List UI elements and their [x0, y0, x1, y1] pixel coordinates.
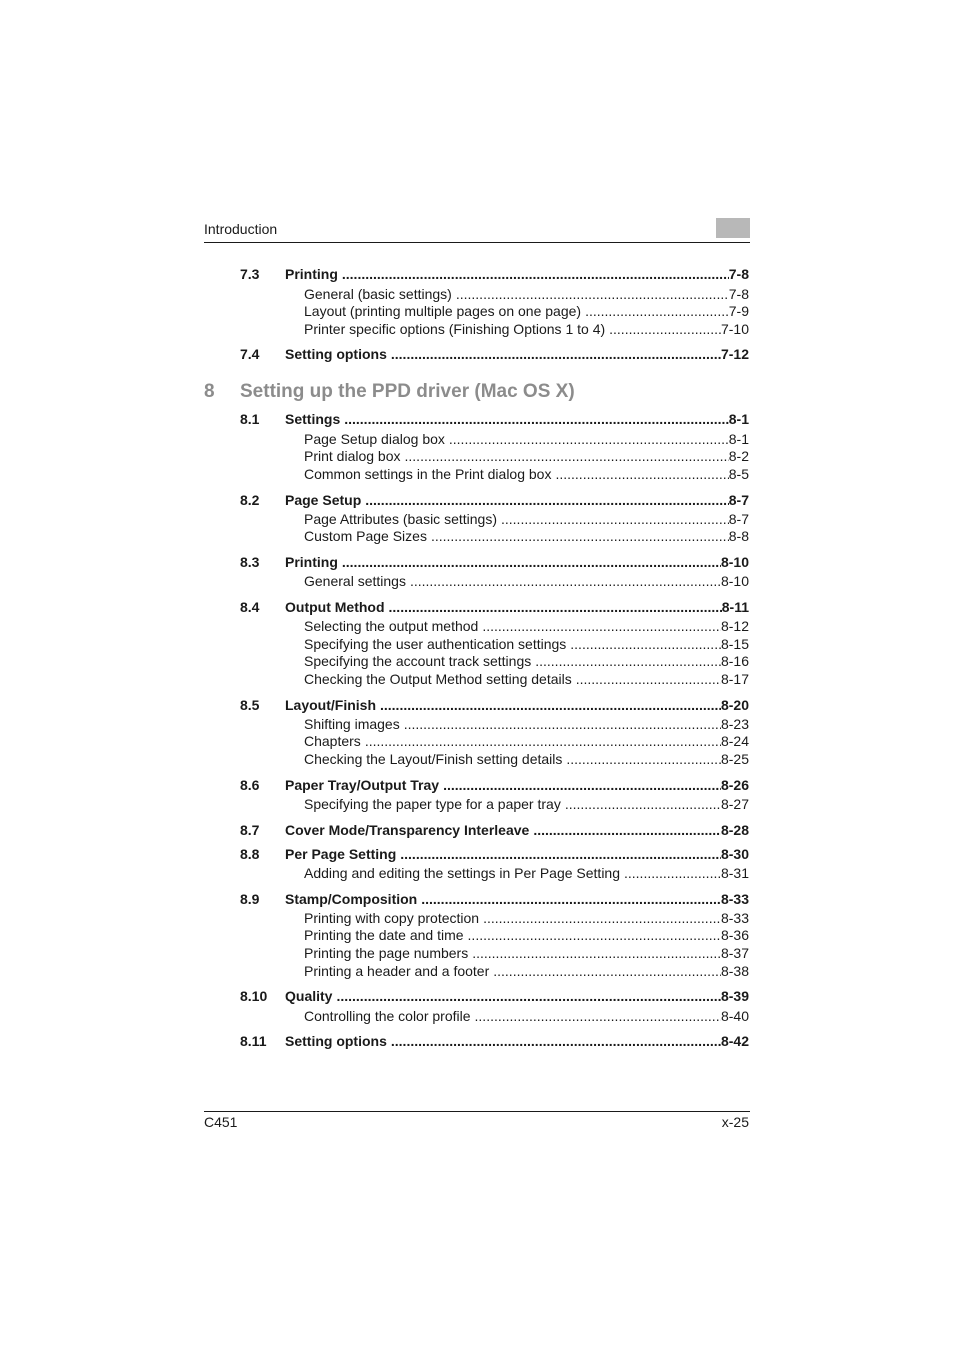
toc-entry-page: 8-1 [728, 431, 749, 447]
toc-subsection-entry[interactable] [240, 796, 749, 813]
toc-subsection-entry[interactable] [240, 466, 749, 483]
toc-entry-title: Per Page Setting [285, 846, 397, 862]
toc-entry-title: Printing [285, 266, 338, 282]
toc-subsection-entry[interactable] [240, 653, 749, 670]
toc-entry-page: 8-1 [728, 411, 749, 427]
toc-leader-dots [624, 865, 721, 882]
toc-leader-dots [501, 511, 729, 528]
toc-leader-dots [410, 573, 721, 590]
toc-entry-title: Settings [285, 411, 341, 427]
toc-entry-line [304, 963, 749, 980]
toc-entry-page: 8-20 [720, 697, 749, 713]
toc-entry-title: Layout (printing multiple pages on one page) [304, 303, 582, 319]
toc-leader-dots [342, 266, 729, 283]
toc-section-entry[interactable] [240, 988, 749, 1005]
toc-section-entry[interactable] [240, 1033, 749, 1050]
toc-leader-dots [482, 618, 721, 635]
toc-entry-page: 8-40 [720, 1008, 749, 1024]
toc-entry-line [285, 492, 749, 509]
toc-entry-page: 8-11 [721, 599, 749, 615]
toc-entry-title: Chapters [304, 733, 361, 749]
toc-leader-dots [431, 528, 729, 545]
toc-subsection-entry[interactable] [240, 910, 749, 927]
toc-leader-dots [336, 988, 721, 1005]
toc-entry-title: Specifying the account track settings [304, 653, 532, 669]
toc-entry-line [304, 865, 749, 882]
toc-entry-title: Page Attributes (basic settings) [304, 511, 497, 527]
toc-entry-title: Layout/Finish [285, 697, 376, 713]
toc-leader-dots [405, 448, 729, 465]
toc-leader-dots [565, 796, 721, 813]
toc-leader-dots [391, 1033, 721, 1050]
toc-entry-line [304, 511, 749, 528]
toc-entry-page: 8-31 [720, 865, 749, 881]
toc-entry-page: 8-16 [720, 653, 749, 669]
toc-leader-dots [380, 697, 721, 714]
footer-model: C451 [204, 1114, 238, 1130]
toc-entry-page: 8-10 [720, 573, 749, 589]
toc-leader-dots [493, 963, 721, 980]
toc-entry-title: Stamp/Composition [285, 891, 418, 907]
toc-entry-title: Printing the date and time [304, 927, 464, 943]
toc-entry-line [285, 988, 749, 1005]
toc-section-number: 8.9 [240, 891, 260, 907]
toc-subsection-entry[interactable] [240, 1008, 749, 1025]
toc-subsection-entry[interactable] [240, 528, 749, 545]
toc-subsection-entry[interactable] [240, 945, 749, 962]
toc-leader-dots [449, 431, 729, 448]
toc-entry-page: 8-33 [720, 910, 749, 926]
chapter-number: 8 [204, 381, 215, 402]
toc-subsection-entry[interactable] [240, 865, 749, 882]
toc-subsection-entry[interactable] [240, 321, 749, 338]
toc-entry-line [304, 286, 749, 303]
toc-entry-page: 8-38 [720, 963, 749, 979]
toc-entry-line [304, 448, 749, 465]
toc-section-number: 8.5 [240, 697, 260, 713]
toc-subsection-entry[interactable] [240, 448, 749, 465]
toc-entry-title: Page Setup [285, 492, 362, 508]
toc-entry-title: Printing a header and a footer [304, 963, 490, 979]
toc-leader-dots [443, 777, 721, 794]
toc-entry-page: 8-39 [720, 988, 749, 1004]
toc-section-number: 7.3 [240, 266, 260, 282]
toc-entry-title: Paper Tray/Output Tray [285, 777, 440, 793]
toc-entry-line [285, 1033, 749, 1050]
toc-entry-line [304, 303, 749, 320]
toc-section-number: 7.4 [240, 346, 260, 362]
toc-entry-line [285, 346, 749, 363]
toc-entry-page: 8-25 [720, 751, 749, 767]
toc-leader-dots [475, 1008, 721, 1025]
toc-entry-title: Shifting images [304, 716, 400, 732]
toc-leader-dots [555, 466, 728, 483]
toc-entry-line [304, 927, 749, 944]
toc-section-number: 8.1 [240, 411, 260, 427]
header-section-title: Introduction [204, 221, 278, 237]
toc-entry-line [304, 653, 749, 670]
toc-entry-title: Setting options [285, 1033, 387, 1049]
toc-subsection-entry[interactable] [240, 751, 749, 768]
toc-section-entry[interactable] [240, 411, 749, 428]
toc-entry-line [304, 671, 749, 688]
chapter-title: Setting up the PPD driver (Mac OS X) [240, 381, 575, 402]
toc-section-number: 8.3 [240, 554, 260, 570]
toc-subsection-entry[interactable] [240, 671, 749, 688]
toc-section-entry[interactable] [240, 346, 749, 363]
toc-entry-title: Checking the Output Method setting details [304, 671, 572, 687]
toc-leader-dots [365, 492, 729, 509]
toc-entry-page: 8-5 [728, 466, 749, 482]
toc-subsection-entry[interactable] [240, 927, 749, 944]
toc-section-number: 8.2 [240, 492, 260, 508]
toc-leader-dots [566, 751, 721, 768]
toc-subsection-entry[interactable] [240, 286, 749, 303]
toc-entry-title: Printer specific options (Finishing Options 1 to 4) [304, 321, 606, 337]
toc-entry-line [304, 528, 749, 545]
toc-leader-dots [533, 822, 721, 839]
toc-section-entry[interactable] [240, 777, 749, 794]
toc-leader-dots [404, 716, 721, 733]
toc-entry-line [304, 733, 749, 750]
toc-entry-title: Adding and editing the settings in Per Page Setting [304, 865, 620, 881]
toc-section-entry[interactable] [240, 891, 749, 908]
toc-leader-dots [391, 346, 721, 363]
toc-leader-dots [535, 653, 721, 670]
toc-entry-line [285, 777, 749, 794]
toc-entry-title: Cover Mode/Transparency Interleave [285, 822, 530, 838]
toc-entry-title: Printing with copy protection [304, 910, 480, 926]
toc-entry-line [285, 411, 749, 428]
toc-section-entry[interactable] [240, 266, 749, 283]
toc-entry-title: Checking the Layout/Finish setting details [304, 751, 563, 767]
toc-section-entry[interactable] [240, 697, 749, 714]
toc-entry-line [304, 431, 749, 448]
toc-entry-page: 8-7 [728, 492, 749, 508]
toc-entry-line [304, 716, 749, 733]
toc-leader-dots [421, 891, 721, 908]
toc-entry-page: 8-15 [720, 636, 749, 652]
toc-entry-title: Print dialog box [304, 448, 401, 464]
toc-entry-page: 8-24 [720, 733, 749, 749]
toc-entry-title: Setting options [285, 346, 387, 362]
toc-section-number: 8.10 [240, 988, 268, 1004]
toc-leader-dots [585, 303, 729, 320]
toc-entry-page: 8-36 [720, 927, 749, 943]
toc-entry-page: 8-7 [728, 511, 749, 527]
toc-leader-dots [609, 321, 721, 338]
toc-entry-title: Specifying the paper type for a paper tray [304, 796, 561, 812]
toc-entry-line [304, 945, 749, 962]
toc-subsection-entry[interactable] [240, 733, 749, 750]
toc-leader-dots [342, 554, 721, 571]
toc-entry-line [304, 466, 749, 483]
footer-rule [204, 1111, 750, 1112]
toc-entry-page: 7-9 [728, 303, 749, 319]
toc-entry-line [285, 599, 749, 616]
toc-leader-dots [344, 411, 729, 428]
toc-entry-page: 8-10 [720, 554, 749, 570]
toc-section-number: 8.11 [240, 1033, 267, 1049]
toc-leader-dots [576, 671, 721, 688]
toc-leader-dots [472, 945, 721, 962]
toc-entry-title: Printing the page numbers [304, 945, 469, 961]
toc-entry-line [285, 846, 749, 863]
toc-leader-dots [483, 910, 721, 927]
toc-section-entry[interactable] [240, 554, 749, 571]
toc-entry-page: 8-33 [720, 891, 749, 907]
toc-entry-page: 8-26 [720, 777, 749, 793]
toc-subsection-entry[interactable] [240, 716, 749, 733]
toc-entry-page: 8-27 [720, 796, 749, 812]
toc-entry-page: 7-8 [728, 286, 749, 302]
toc-subsection-entry[interactable] [240, 963, 749, 980]
toc-entry-title: Output Method [285, 599, 385, 615]
toc-entry-line [304, 910, 749, 927]
toc-section-entry[interactable] [240, 492, 749, 509]
toc-entry-title: Custom Page Sizes [304, 528, 427, 544]
toc-entry-page: 8-28 [720, 822, 749, 838]
toc-subsection-entry[interactable] [240, 573, 749, 590]
toc-entry-title: Common settings in the Print dialog box [304, 466, 552, 482]
toc-entry-title: Specifying the user authentication settings [304, 636, 567, 652]
toc-entry-page: 7-8 [728, 266, 749, 282]
toc-entry-title: Selecting the output method [304, 618, 479, 634]
toc-section-number: 8.7 [240, 822, 260, 838]
toc-section-number: 8.6 [240, 777, 260, 793]
toc-entry-line [304, 751, 749, 768]
footer-page-number: x-25 [721, 1114, 749, 1130]
toc-entry-line [285, 822, 749, 839]
toc-entry-line [285, 554, 749, 571]
toc-entry-page: 8-30 [720, 846, 749, 862]
toc-entry-line [304, 636, 749, 653]
toc-entry-line [304, 796, 749, 813]
toc-entry-page: 7-10 [720, 321, 749, 337]
toc-entry-line [285, 891, 749, 908]
toc-entry-page: 8-12 [720, 618, 749, 634]
toc-entry-title: Controlling the color profile [304, 1008, 471, 1024]
toc-entry-page: 7-12 [720, 346, 749, 362]
toc-subsection-entry[interactable] [240, 431, 749, 448]
toc-leader-dots [570, 636, 721, 653]
toc-entry-line [285, 697, 749, 714]
toc-entry-title: General settings [304, 573, 406, 589]
toc-leader-dots [365, 733, 721, 750]
toc-entry-title: Page Setup dialog box [304, 431, 445, 447]
toc-section-number: 8.8 [240, 846, 260, 862]
toc-subsection-entry[interactable] [240, 636, 749, 653]
toc-leader-dots [389, 599, 722, 616]
toc-entry-page: 8-42 [720, 1033, 749, 1049]
toc-section-entry[interactable] [240, 846, 749, 863]
toc-entry-page: 8-2 [728, 448, 749, 464]
toc-subsection-entry[interactable] [240, 511, 749, 528]
toc-entry-line [304, 321, 749, 338]
toc-leader-dots [468, 927, 721, 944]
toc-entry-line [285, 266, 749, 283]
toc-section-entry[interactable] [240, 599, 749, 616]
toc-entry-line [304, 1008, 749, 1025]
toc-entry-title: Printing [285, 554, 338, 570]
toc-subsection-entry[interactable] [240, 618, 749, 635]
toc-entry-page: 8-23 [720, 716, 749, 732]
toc-section-number: 8.4 [240, 599, 260, 615]
toc-subsection-entry[interactable] [240, 303, 749, 320]
toc-leader-dots [400, 846, 721, 863]
toc-entry-title: Quality [285, 988, 333, 1004]
toc-entry-title: General (basic settings) [304, 286, 452, 302]
toc-leader-dots [456, 286, 729, 303]
toc-entry-page: 8-17 [720, 671, 749, 687]
toc-section-entry[interactable] [240, 822, 749, 839]
toc-entry-line [304, 573, 749, 590]
toc-entry-page: 8-37 [720, 945, 749, 961]
toc-entry-line [304, 618, 749, 635]
toc-entry-page: 8-8 [728, 528, 749, 544]
